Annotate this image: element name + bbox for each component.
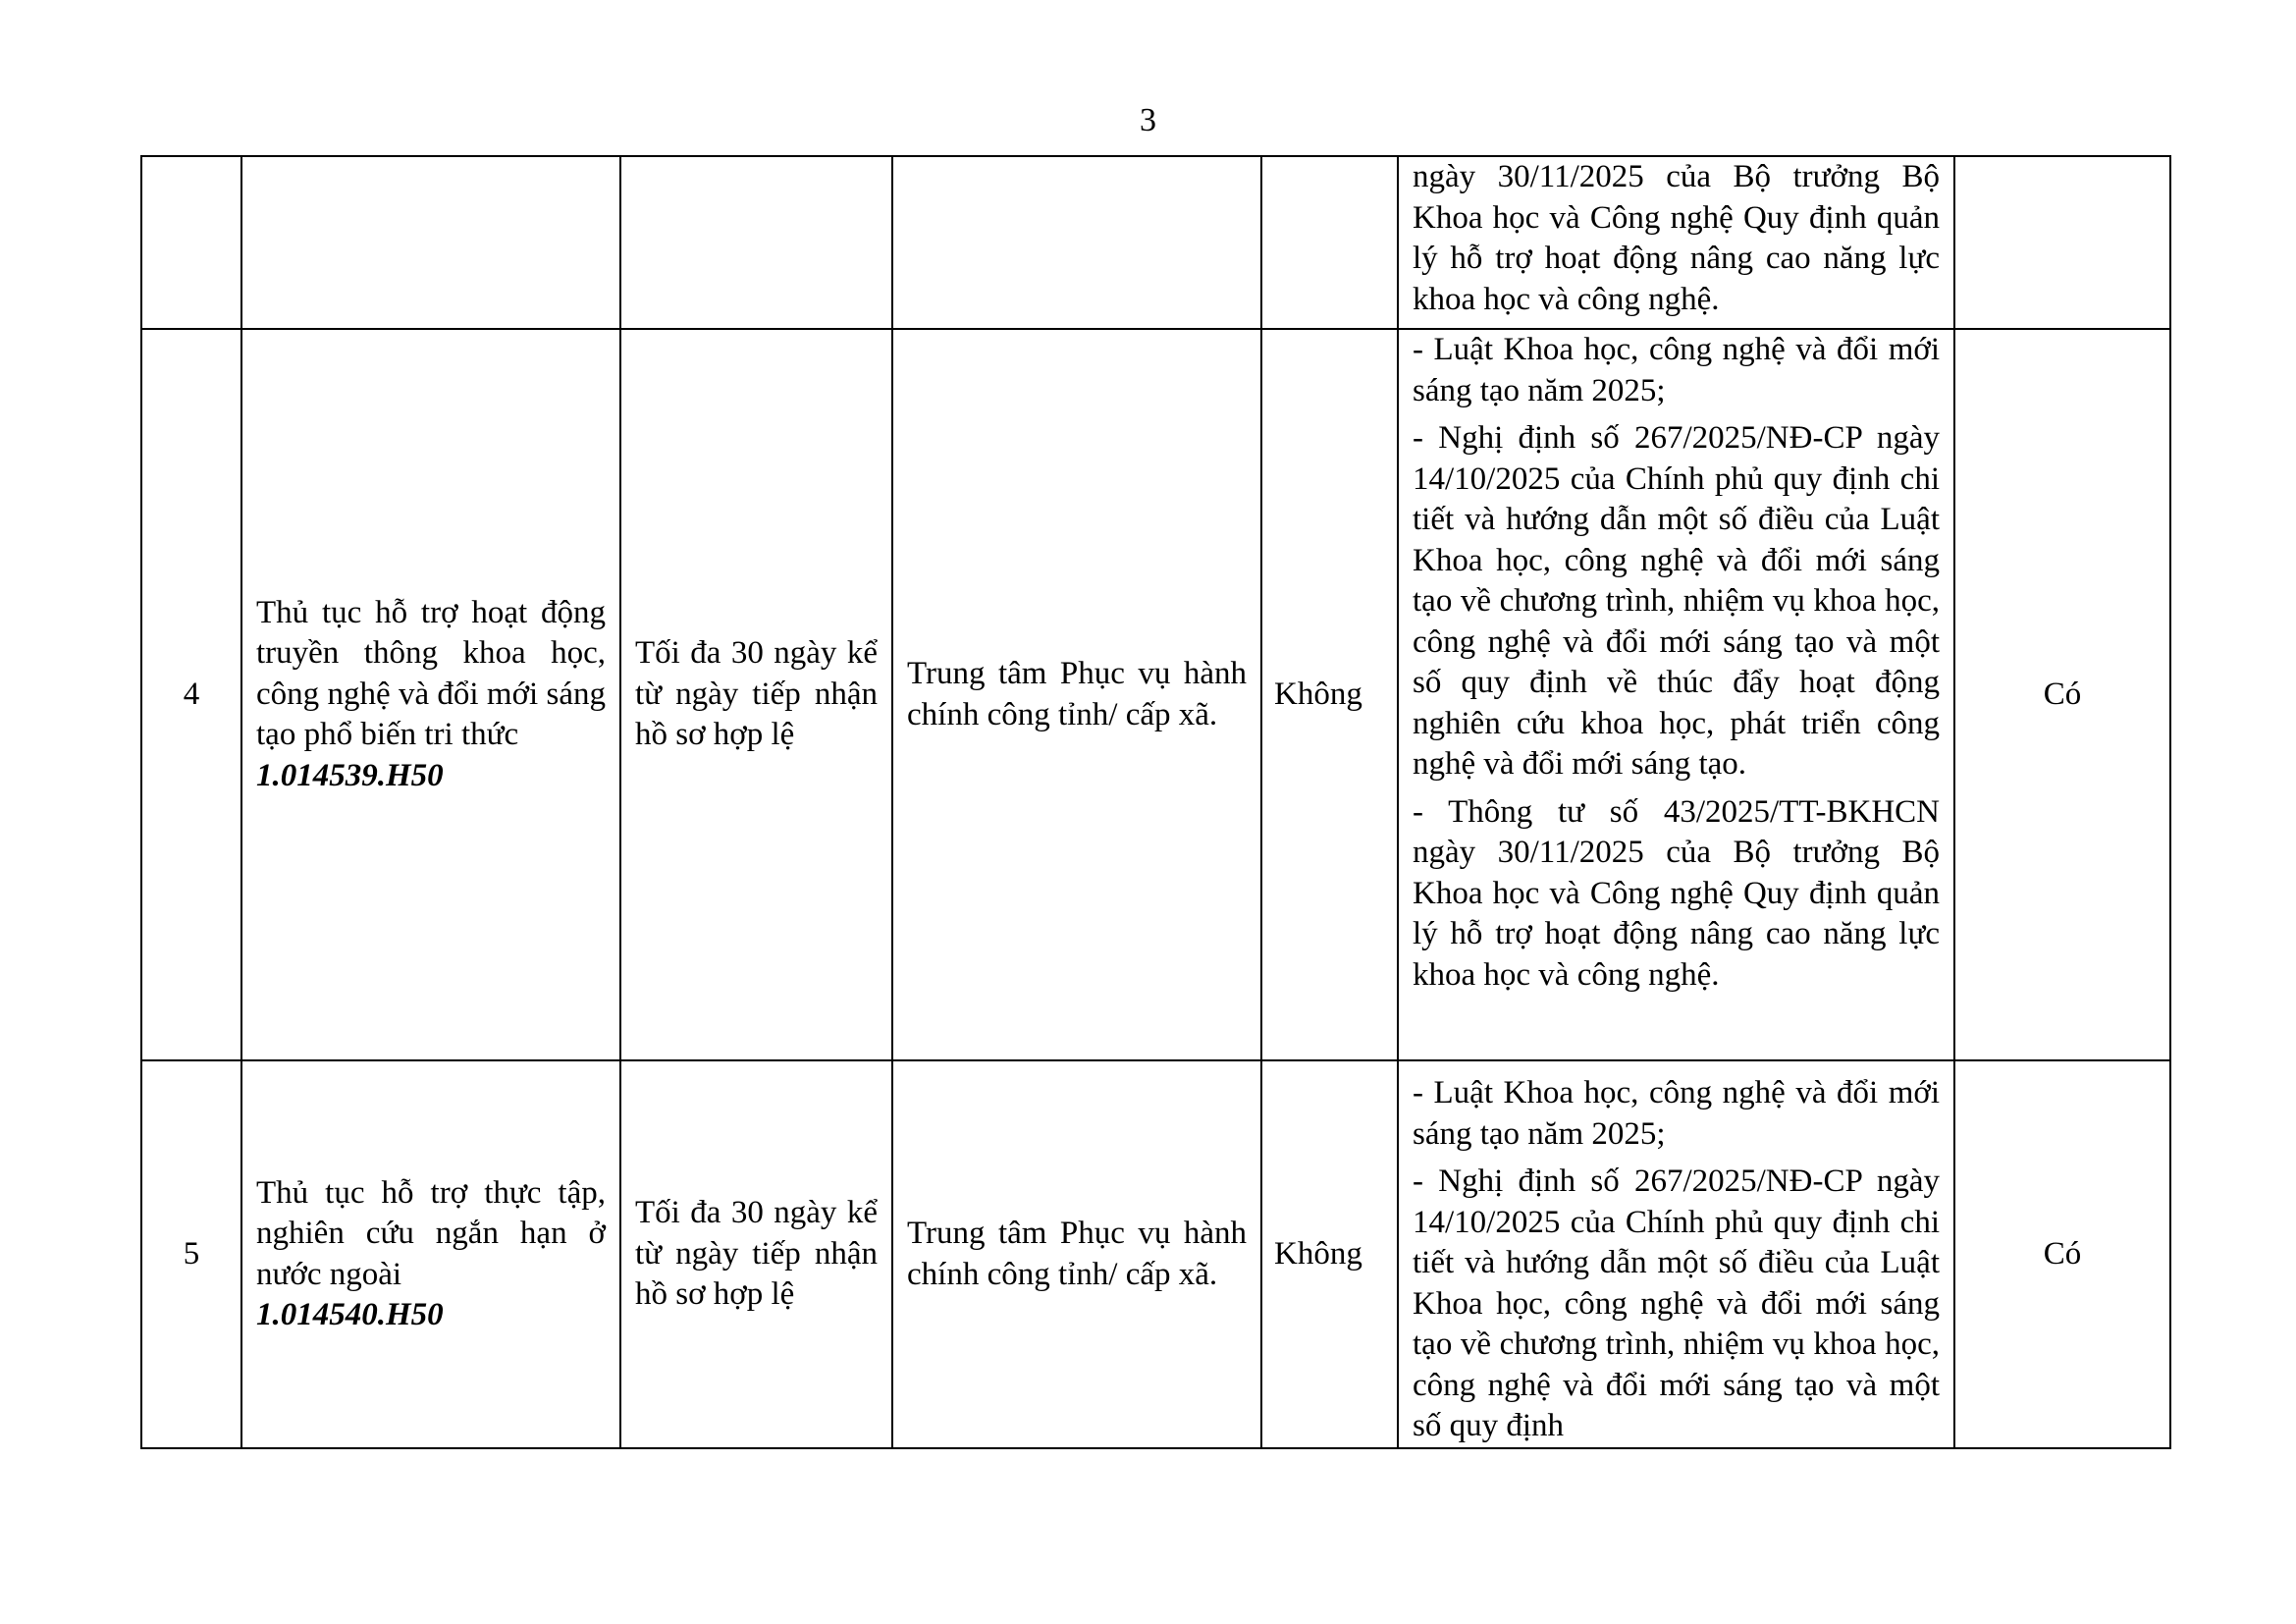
submission-place-cell [892, 1060, 1261, 1448]
submission-place-cell [892, 156, 1261, 329]
procedures-table [140, 155, 2171, 1449]
processing-time-cell [620, 1060, 892, 1448]
legal-basis-item: - Luật Khoa học, công nghệ và đổi mới sáng tạo năm 2025; [1413, 332, 1940, 408]
legal-basis-clip [1413, 1061, 1940, 1444]
fee-cell [1261, 156, 1398, 329]
legal-basis-cell [1398, 1060, 1954, 1448]
procedure-name-cell [241, 156, 620, 329]
procedure-name: Thủ tục hỗ trợ thực tập, nghiên cứu ngắn hạn ở nước ngoài [256, 1174, 606, 1292]
procedure-code: 1.014539.H50 [256, 757, 444, 793]
table-row [141, 156, 2170, 329]
processing-time: Tối đa 30 ngày kể từ ngày tiếp nhận hồ sơ hợp lệ [635, 635, 878, 753]
submission-place: Trung tâm Phục vụ hành chính công tỉnh/ cấp xã. [907, 1216, 1247, 1292]
procedure-name-cell [241, 329, 620, 1060]
submission-place-cell [892, 329, 1261, 1060]
page-number: 3 [1140, 102, 1156, 138]
online-cell: Có [1954, 329, 2170, 1060]
stt-cell: 4 [141, 329, 241, 1060]
legal-basis-item: - Nghị định số 267/2025/NĐ-CP ngày 14/10/2025 của Chính phủ quy định chi tiết và hướng dẫn một số điều của Luật Khoa học, công nghệ và đổi mới sáng tạo về chương trình, nhiệm vụ khoa học, công nghệ và đổi mới sáng tạo và một số quy định về thúc đẩy hoạt động nghiên cứu khoa học, phát triển công nghệ và đổi mới sáng tạo. [1413, 420, 1940, 782]
processing-time-cell [620, 329, 892, 1060]
table-row [141, 1060, 2170, 1448]
legal-basis-item: ngày 30/11/2025 của Bộ trưởng Bộ Khoa học và Công nghệ Quy định quản lý hỗ trợ hoạt động nâng cao năng lực khoa học và công nghệ. [1413, 159, 1940, 317]
legal-basis-cell [1398, 156, 1954, 329]
fee-cell: Không [1261, 1060, 1398, 1448]
processing-time-cell [620, 156, 892, 329]
stt-cell: 5 [141, 1060, 241, 1448]
procedure-name-cell [241, 1060, 620, 1448]
legal-basis-item: - Nghị định số 267/2025/NĐ-CP ngày 14/10/2025 của Chính phủ quy định chi tiết và hướng dẫn một số điều của Luật Khoa học, công nghệ và đổi mới sáng tạo về chương trình, nhiệm vụ khoa học, công nghệ và đổi mới sáng tạo và một số quy định [1413, 1164, 1940, 1443]
fee-cell: Không [1261, 329, 1398, 1060]
online-cell: Có [1954, 1060, 2170, 1448]
stt-cell [141, 156, 241, 329]
submission-place: Trung tâm Phục vụ hành chính công tỉnh/ cấp xã. [907, 656, 1247, 732]
legal-basis-cell [1398, 329, 1954, 1060]
procedure-code: 1.014540.H50 [256, 1297, 444, 1332]
processing-time: Tối đa 30 ngày kể từ ngày tiếp nhận hồ sơ hợp lệ [635, 1195, 878, 1313]
table-row [141, 329, 2170, 1060]
procedure-name: Thủ tục hỗ trợ hoạt động truyền thông khoa học, công nghệ và đổi mới sáng tạo phổ biến tri thức [256, 594, 606, 753]
legal-basis-item: - Thông tư số 43/2025/TT-BKHCN ngày 30/11/2025 của Bộ trưởng Bộ Khoa học và Công nghệ Quy định quản lý hỗ trợ hoạt động nâng cao năng lực khoa học và công nghệ. [1413, 793, 1940, 993]
legal-basis-item: - Luật Khoa học, công nghệ và đổi mới sáng tạo năm 2025; [1413, 1075, 1940, 1152]
online-cell [1954, 156, 2170, 329]
